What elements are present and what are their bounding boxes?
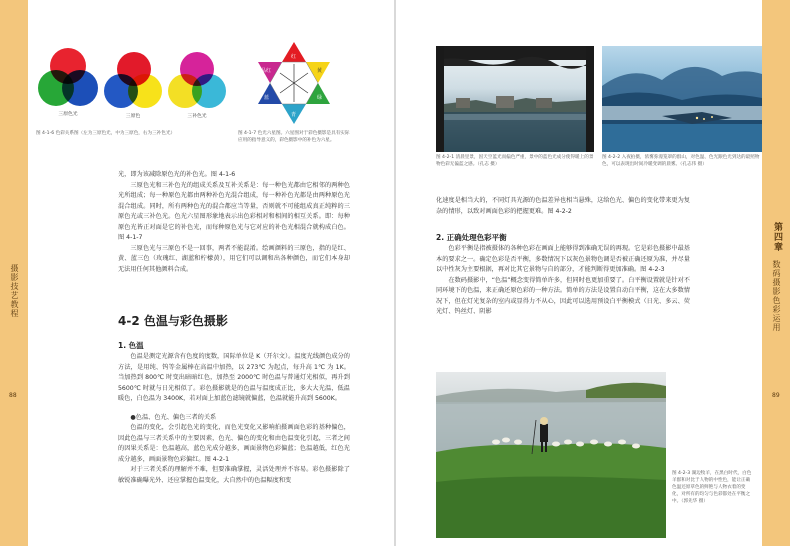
left-tab-label: 摄影技艺教程 (10, 264, 19, 318)
paragraph: 在数码摄影中，“色温”概念变得简单许多，但同时也更加重要了。白平衡设置就是针对不同环境下的色温，来正确还原色彩的一种方法。简单的方法是设置自动白平衡，这在大多数情况下，但在灯光复杂的室内或显得力不从心，因此可以选用预设白平衡模式（日光、多云、荧光灯、钨丝灯、阴影 (436, 276, 690, 315)
star-label-cyan: 青 (291, 112, 297, 118)
paragraph: 三原色光和三补色光的组成关系及互补关系是：每一种色光都由它相邻的两种色光所组成；每一种原色光都由两种补色光混合组成，每一种补色光都是由两种原色光混合组成。同时，所有两种色光的混合都应当等量，否则就不可能组成真正纯粹的三原色光或三补色光。色光六星图形象地表示出色彩相对和相间的相互关系。即：每种原色光皆正对面是它的补色光，而每种原色光与它对应的补色光相混合就构成白色。图 4-1-7 (118, 181, 350, 241)
right-page-number: 89 (772, 392, 780, 399)
lake-scene (602, 46, 762, 152)
figure-caption-4-1-6: 图 4-1-6 色彩关系图（左为三原色光，中为三原色，右为三补色光） (36, 131, 176, 136)
left-side-tab (0, 0, 28, 546)
paragraph: 对于三者关系的理解并不难，但要准确掌握，灵活处理并不容易。彩色摄影除了敏锐准确曝光外、还应掌握色温变化，大自然中的色温幅度和变 (118, 466, 350, 484)
paragraph: 色温是测定光源含有色度的度数，国际单位是 K（开尔文）。温度光线颜色成分的方法，是用纯、钨等金属棒在高温中加热，以 273℃ 为起点，每升高 1℃ 为 1K。当加热到 800℃ 时变出暗暗红色，加热至 2000℃ 时色温与普通灯光相似，再升到 5600℃ 时就与日光相似了。彩色摄影就是的色温与温度成正比，多大大光温，低温暖色，白色温为 3400K，若对面上加蓝色滤镜就偏蓝，色温就能升高到 5600K。 (118, 353, 350, 402)
section-title: 4-2 色温与彩色摄影 (118, 314, 228, 328)
subsection-title: 1. 色温 (118, 341, 144, 350)
right-body-text (436, 196, 690, 217)
yellow-circle (128, 74, 162, 108)
sheep-scene (436, 372, 666, 538)
star-label-blue: 蓝 (264, 95, 270, 101)
blue-circle (62, 70, 98, 106)
right-tab-label: 数码摄影色彩运用 (772, 260, 781, 332)
right-page (396, 0, 790, 546)
left-page-number: 88 (9, 392, 17, 399)
star-label-yellow: 黄 (317, 68, 323, 74)
yellow-circle (168, 74, 202, 108)
bullet-heading: ●色温、色光、偏色三者的关系 (130, 413, 217, 421)
circle-label: 三原色 (125, 114, 141, 119)
star-label-red: 红 (291, 54, 297, 60)
figure-caption-4-2-2: 图 4-2-2 入夜拍摄，浓雾弥漫笼罩的群山，对色温、色光跟色光到达的最照物色，可以表现出时间冷暖变调的晨雾。（孔志伟 摄） (602, 155, 760, 167)
paragraph: 光，即为该减除原色光的补色光。图 4-1-6 (118, 171, 236, 178)
photo-river-village (436, 46, 594, 152)
subsection-title: 2. 正确处理色彩平衡 (436, 233, 507, 242)
left-body-text-2 (118, 352, 350, 486)
paragraph: 色温的变化，会引起色光的变化，而色光变化又影响拍摄画面色彩的基种偏色，因此色温与三者关系中的主要因素，色光、偏色的变化和由色温变化引起，三者之间的因果关系是：色温越高，蓝色光成分越多，画面景物色彩偏蓝；色温越低，红色光成分越多，画面景物色彩偏红。图 4-2-1 (118, 424, 350, 463)
color-star-diagram (246, 40, 342, 126)
photo-misty-lake (602, 46, 762, 152)
paragraph: 色彩平衡是指被摄体的各种色彩在画面上能够得到准确无误的再现。它是彩色摄影中最基本的要求之一。确定色彩是否平衡，多数情况下以灰色景物色调是否被正确还原为准，并尽量以中性灰为主要根据，再对比其它景物与自的部分，才能判断得更加准确。图 4-2-3 (436, 245, 690, 273)
right-body-text-2 (436, 244, 690, 318)
left-body-text (118, 170, 350, 275)
photo-sheep-lake (436, 372, 666, 538)
circle-label: 三补色光 (187, 114, 207, 119)
right-side-tab (762, 0, 790, 546)
paragraph: 化速度是相当大的，不同灯具光源的色温差异也相当悬殊，这给色光、偏色的变化带来更为复杂的情形，以致对画面色彩的把握更难。图 4-2-2 (436, 197, 690, 215)
circle-label: 三原色光 (58, 112, 78, 117)
river-scene (436, 46, 594, 152)
left-page (0, 0, 394, 546)
figure-caption-4-2-1: 图 4-2-1 清晨里景，因天空蓝光而偏色严重，景中的蓝色光成分使得暖上的景物色彩无偏蓝之感。（孔志 摄） (436, 155, 594, 167)
figure-caption-4-1-7: 图 4-1-7 色光六星图。六星图对于彩色摄影是具有实际应用的指导意义的，彩色摄影中的补色为六星。 (238, 131, 350, 143)
chapter-label: 第四章 (772, 222, 782, 252)
figure-caption-4-2-3: 图 4-2-3 湖边牧羊，在黑白时代，白色羊群和对比于人物的中性色，能让正确色温还原草色的鲜艳与人物衣着的变化，对所有的均匀与色彩都处在平衡之中。（郭先华 摄） (672, 471, 752, 504)
paragraph: 三原色光与三原色不是一回事，两者不能混淆。绘画颜料的三原色，指的是红、黄、蓝三色（玫瑰红、湖蓝和柠檬黄），用它们可以调和出各种颜色，而它们本身却无法用任何其他颜料合成。 (118, 244, 350, 273)
star-label-magenta: 品红 (261, 68, 272, 74)
star-label-green: 绿 (317, 95, 323, 101)
